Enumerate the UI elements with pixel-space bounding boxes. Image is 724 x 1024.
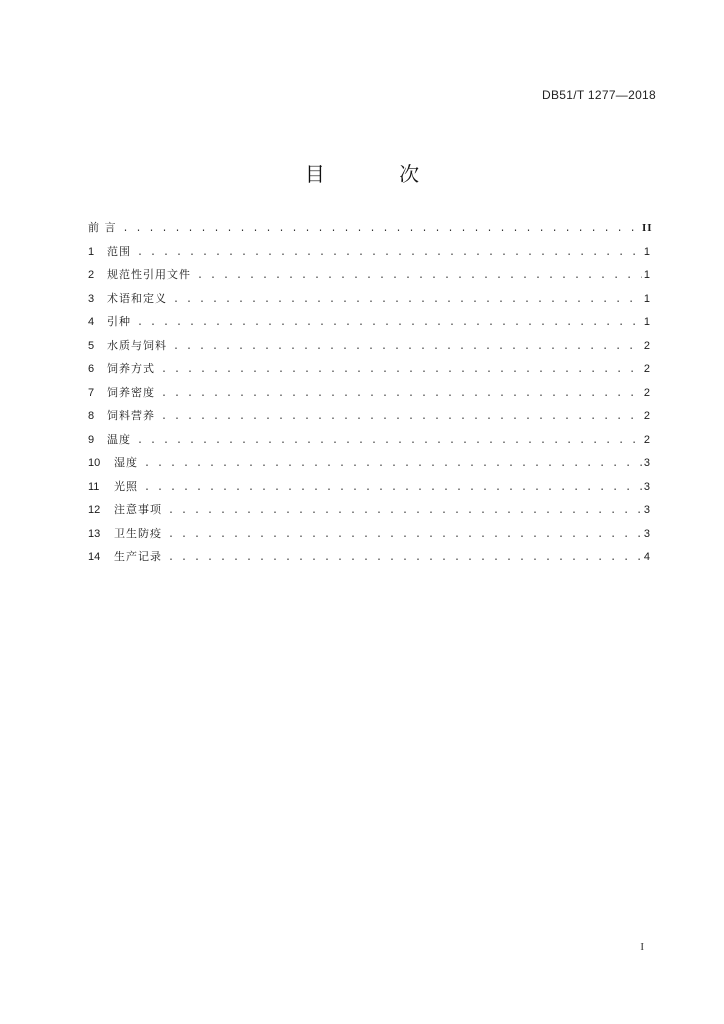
toc-entry-number: 8 <box>88 410 95 422</box>
toc-entry-page: 4 <box>643 551 650 563</box>
toc-entry-7[interactable] <box>88 381 650 405</box>
toc-leader-dots <box>123 218 643 242</box>
toc-entry-page: 1 <box>643 316 650 328</box>
toc-entry-8[interactable] <box>88 404 650 428</box>
toc-entry-number: 12 <box>88 504 101 516</box>
toc-entry-number: 14 <box>88 551 101 563</box>
toc-entry-label: 水质与饲料 <box>107 338 167 352</box>
toc-entry-label: 卫生防疫 <box>114 526 162 540</box>
toc-entry-6[interactable] <box>88 357 650 381</box>
toc-entry-number: 10 <box>88 457 101 469</box>
toc-leader-dots <box>161 359 642 383</box>
toc-leader-dots <box>173 289 642 313</box>
toc-entry-page: 3 <box>643 480 650 493</box>
toc-entry-label: 温度 <box>107 432 131 446</box>
toc-entry-11[interactable] <box>88 475 650 499</box>
toc-entry-label: 饲料营养 <box>107 409 155 422</box>
toc-entry-label: 饲养方式 <box>107 362 155 375</box>
toc-leader-dots <box>173 336 642 360</box>
toc-entry-number: 6 <box>88 363 95 375</box>
toc-entry-number: 7 <box>88 386 95 399</box>
toc-leader-dots <box>144 453 642 477</box>
toc-entry-label: 范围 <box>107 244 131 258</box>
toc-entry-page: 3 <box>643 527 650 540</box>
toc-entry-label: 生产记录 <box>114 550 162 563</box>
toc-entry-13[interactable] <box>88 522 650 546</box>
toc-entry-page: II <box>642 222 653 234</box>
toc-leader-dots <box>168 500 642 524</box>
toc-entry-page: 2 <box>643 410 650 422</box>
toc-entry-number: 3 <box>88 292 95 305</box>
document-code: DB51/T 1277—2018 <box>542 88 656 102</box>
toc-entry-1[interactable] <box>88 240 650 264</box>
toc-entry-page: 1 <box>643 245 650 258</box>
toc-entry-page: 3 <box>643 457 650 469</box>
page-number: I <box>640 941 644 953</box>
toc-entry-number: 2 <box>88 269 95 281</box>
toc-entry-3[interactable] <box>88 287 650 311</box>
toc-entry-number: 5 <box>88 339 95 352</box>
toc-entry-label: 规范性引用文件 <box>107 268 191 281</box>
toc-entry-page: 2 <box>643 363 650 375</box>
toc-entry-number: 13 <box>88 527 101 540</box>
toc-entry-page: 2 <box>643 339 650 352</box>
toc-leader-dots <box>161 383 642 407</box>
toc-entry-label: 前 言 <box>88 221 117 234</box>
toc-entry-5[interactable] <box>88 334 650 358</box>
toc-entry-page: 2 <box>643 386 650 399</box>
toc-entry-number: 4 <box>88 316 95 328</box>
toc-entry-label: 光照 <box>114 479 138 493</box>
toc-entry-page: 1 <box>643 269 650 281</box>
toc-entry-page: 1 <box>643 292 650 305</box>
toc-entry-4[interactable] <box>88 310 650 334</box>
toc-leader-dots <box>144 477 642 501</box>
toc-entry-label: 术语和定义 <box>107 291 167 305</box>
toc-entry-foreword[interactable] <box>88 216 653 240</box>
toc-entry-page: 2 <box>643 433 650 446</box>
toc-leader-dots <box>161 406 642 430</box>
toc-entry-label: 引种 <box>107 315 131 328</box>
toc-leader-dots <box>197 265 642 289</box>
toc-entry-number: 11 <box>88 480 100 493</box>
toc-entry-number: 9 <box>88 433 95 446</box>
toc-entry-label: 饲养密度 <box>107 385 155 399</box>
toc-entry-2[interactable] <box>88 263 650 287</box>
toc-entry-label: 注意事项 <box>114 503 162 516</box>
toc-title: 目 次 <box>304 162 454 186</box>
toc-entry-number: 1 <box>88 245 95 258</box>
toc-entry-9[interactable] <box>88 428 650 452</box>
toc-entry-14[interactable] <box>88 545 650 569</box>
toc-leader-dots <box>168 524 642 548</box>
toc-entry-label: 湿度 <box>114 456 138 469</box>
toc-entry-page: 3 <box>643 504 650 516</box>
toc-leader-dots <box>168 547 642 571</box>
toc-entry-12[interactable] <box>88 498 650 522</box>
toc-leader-dots <box>137 242 642 266</box>
toc-list <box>88 216 653 569</box>
toc-leader-dots <box>137 430 642 454</box>
toc-leader-dots <box>137 312 642 336</box>
toc-entry-10[interactable] <box>88 451 650 475</box>
